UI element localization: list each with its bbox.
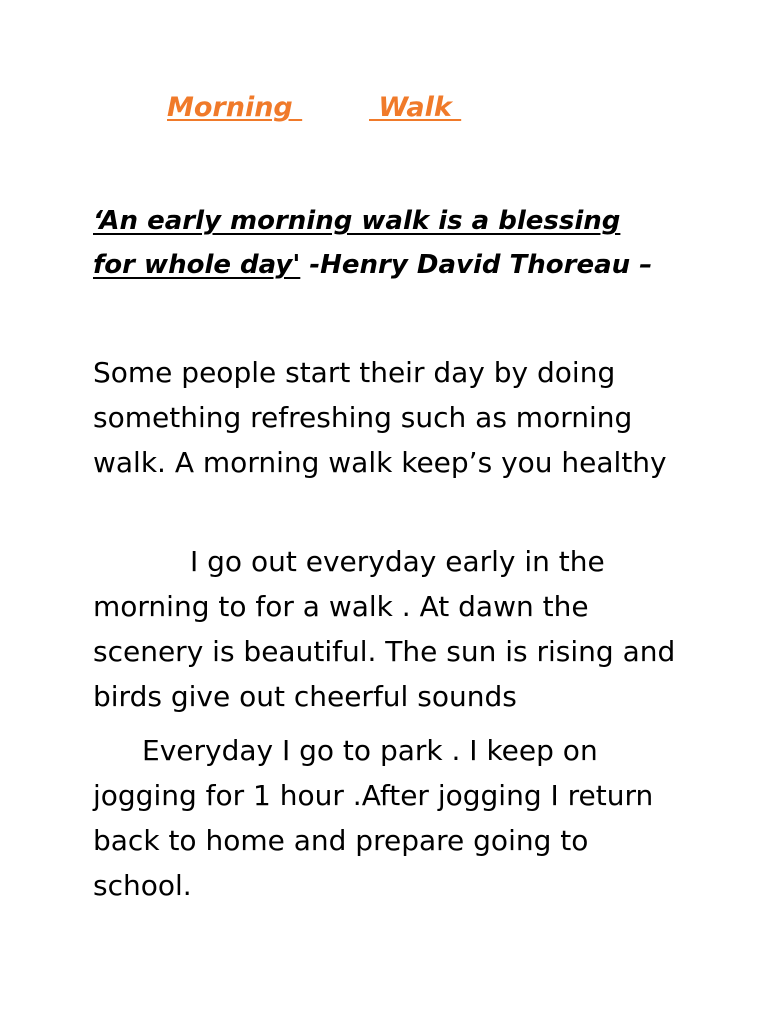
quote-line-2: for whole day'	[93, 250, 301, 280]
quote-line-1: ‘An early morning walk is a blessing	[93, 206, 621, 236]
paragraph-1: Some people start their day by doing something refreshing such as morning walk. A morning walk keep’s you healthy	[93, 356, 667, 479]
paragraph-2: I go out everyday early in the morning to for a walk . At dawn the scenery is beautiful. The sun is rising and birds give out cheerful sounds	[93, 545, 676, 713]
paragraph-3: Everyday I go to park . I keep on jogging for 1 hour .After jogging I return back to home and prepare going to school.	[93, 734, 654, 902]
title-word-morning: Morning	[167, 92, 303, 123]
quote-block	[93, 199, 713, 287]
quote-attribution: -Henry David Thoreau –	[300, 250, 653, 280]
title-word-walk: Walk	[369, 92, 462, 123]
